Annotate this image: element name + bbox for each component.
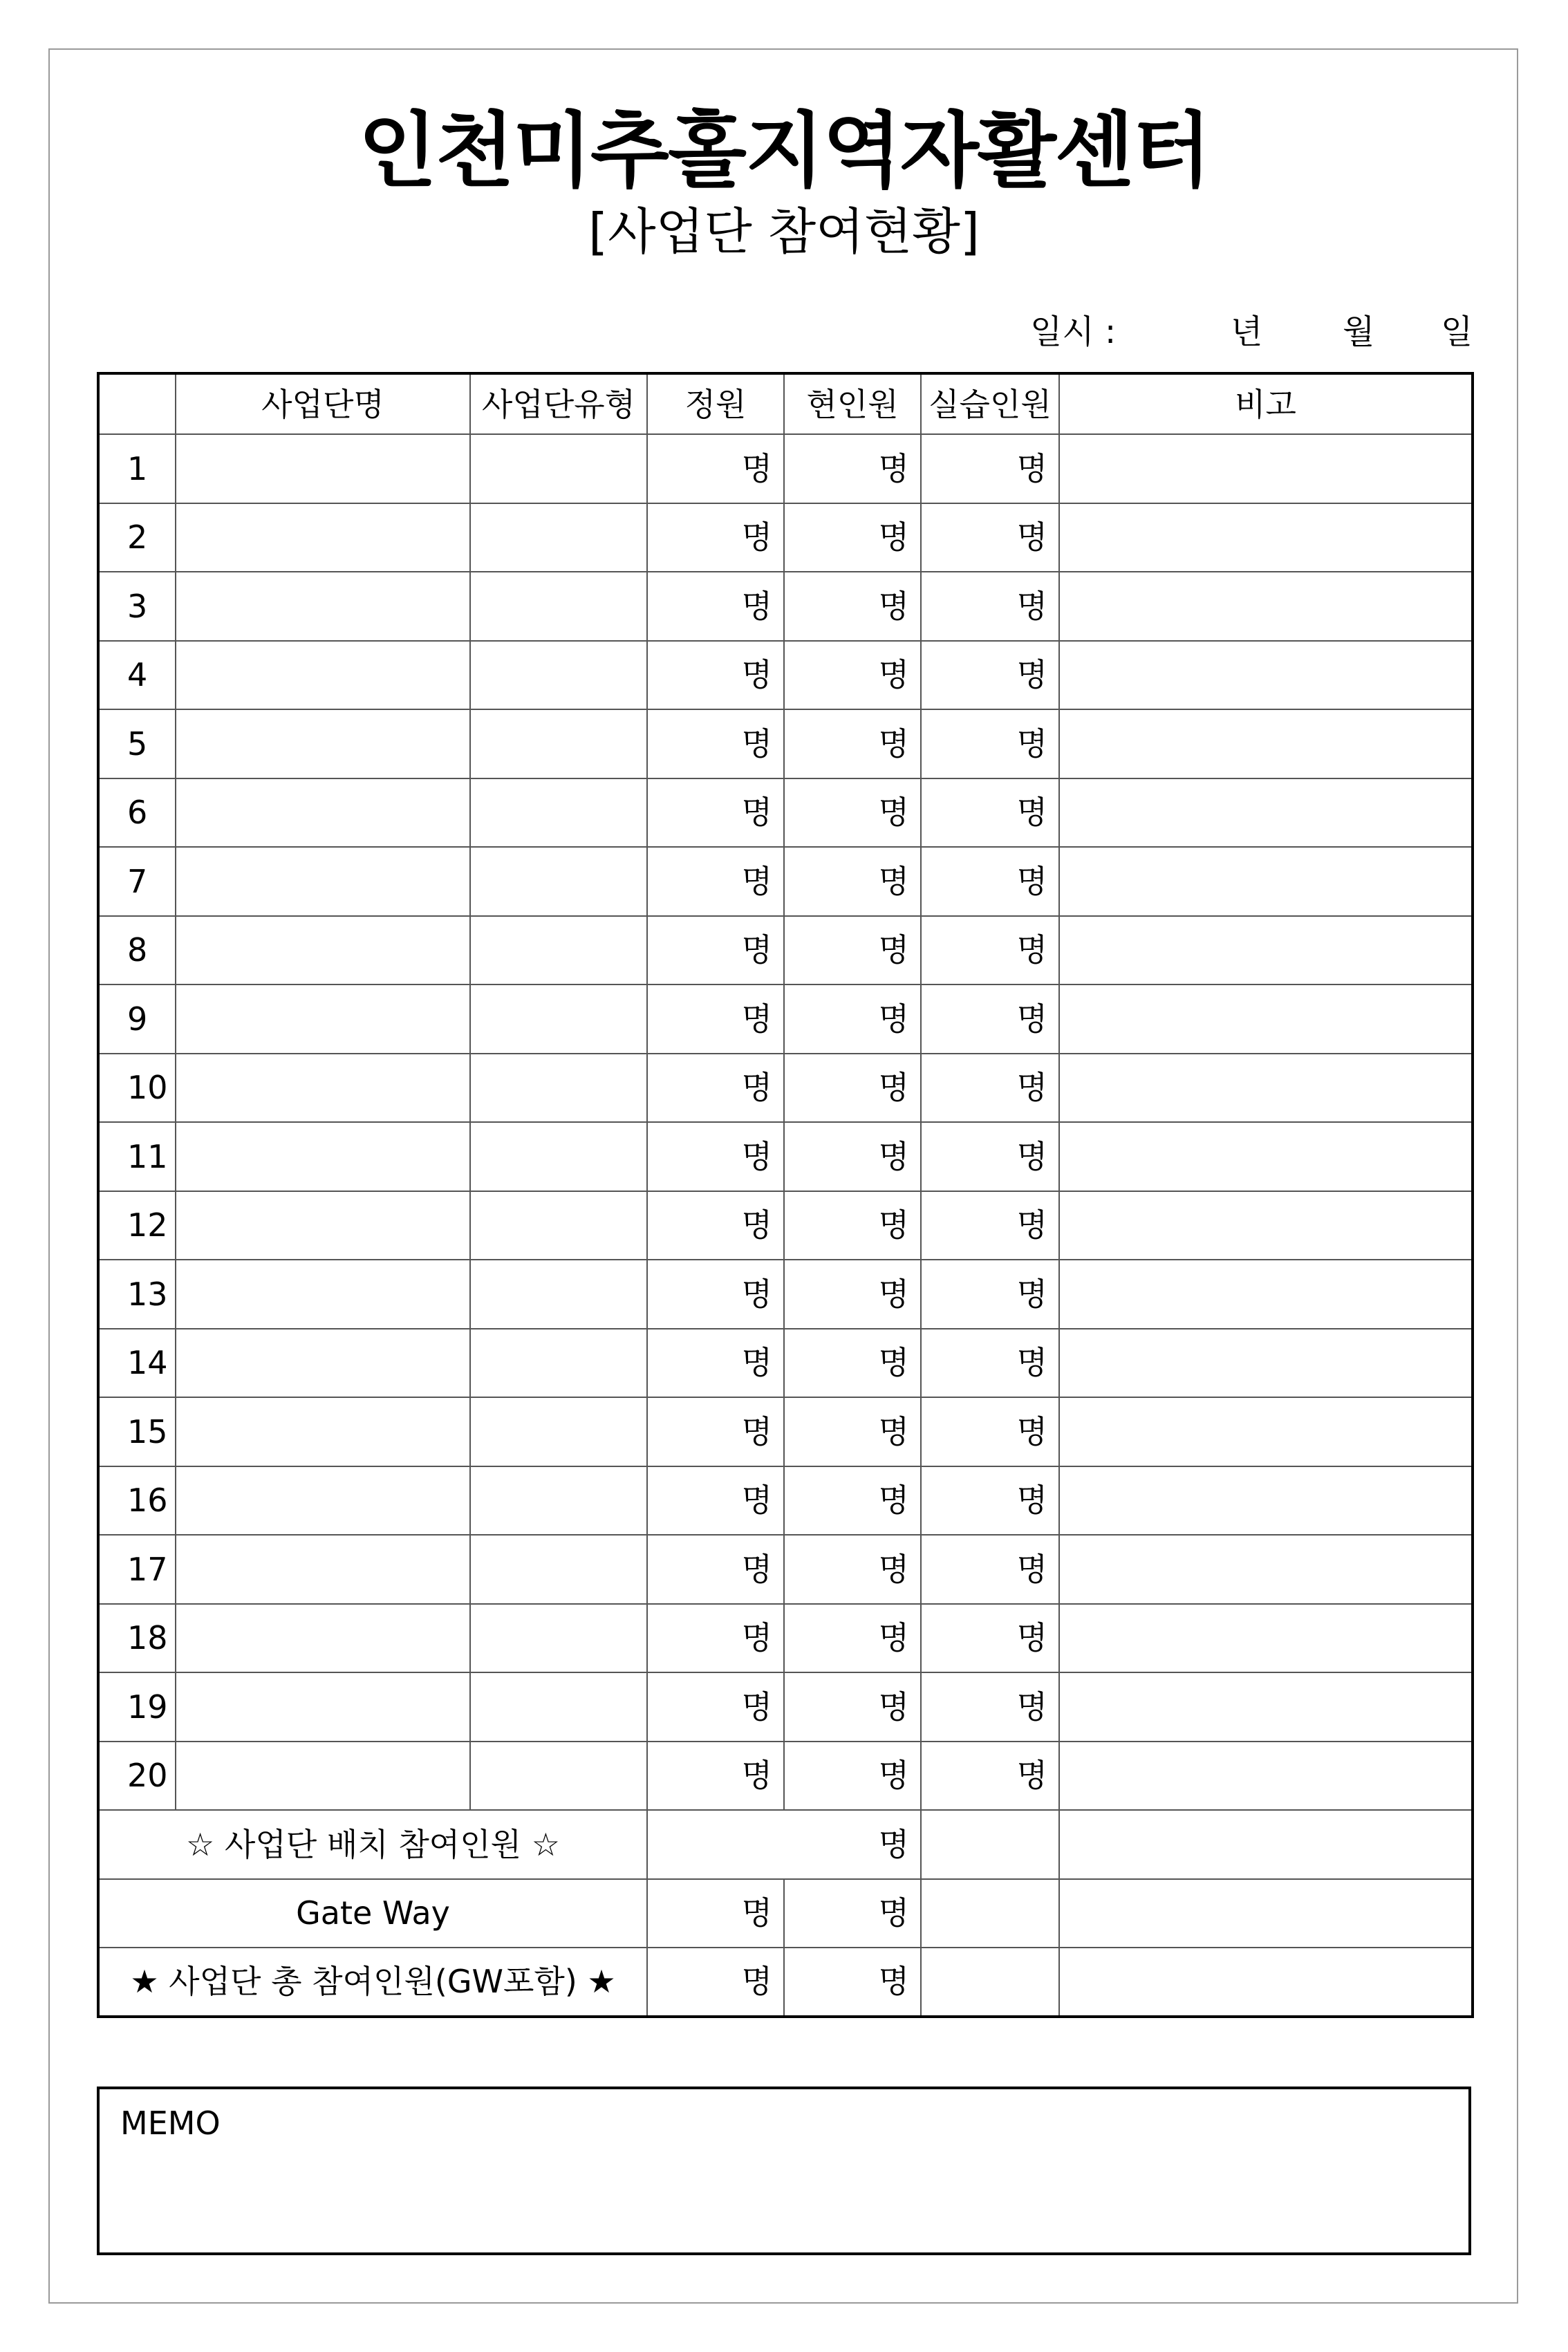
business-type-cell[interactable] <box>470 434 647 503</box>
capacity-cell[interactable]: 명 <box>647 1122 784 1191</box>
capacity-cell[interactable]: 명 <box>647 1191 784 1260</box>
business-name-cell[interactable] <box>176 1397 470 1466</box>
table-row <box>98 847 1473 916</box>
table-row <box>98 572 1473 641</box>
row-number: 10 <box>98 1054 176 1123</box>
table-row <box>98 984 1473 1054</box>
table-row <box>98 778 1473 848</box>
remarks-cell[interactable] <box>1059 916 1473 985</box>
business-name-cell[interactable] <box>176 1535 470 1604</box>
gateway-extra-cell[interactable] <box>921 1879 1059 1948</box>
header-cell-remarks: 비고 <box>1059 373 1473 434</box>
business-name-cell[interactable] <box>176 916 470 985</box>
gateway-label: Gate Way <box>98 1879 647 1948</box>
grand-total-remarks-cell[interactable] <box>1059 1948 1473 2017</box>
trainee-count-cell[interactable]: 명 <box>921 1397 1059 1466</box>
row-number: 2 <box>98 503 176 572</box>
page-subtitle: [사업단 참여현황] <box>588 203 980 261</box>
capacity-cell[interactable]: 명 <box>647 572 784 641</box>
business-type-cell[interactable] <box>470 572 647 641</box>
row-number: 12 <box>98 1191 176 1260</box>
business-name-cell[interactable] <box>176 1466 470 1536</box>
business-name-cell[interactable] <box>176 1122 470 1191</box>
capacity-cell[interactable]: 명 <box>647 1604 784 1673</box>
capacity-cell[interactable]: 명 <box>647 641 784 710</box>
remarks-cell[interactable] <box>1059 641 1473 710</box>
current-count-cell[interactable]: 명 <box>784 641 921 710</box>
trainee-count-cell[interactable]: 명 <box>921 572 1059 641</box>
table-row <box>98 1397 1473 1466</box>
row-number: 4 <box>98 641 176 710</box>
placement-total-row <box>98 1810 1473 1879</box>
table-row <box>98 1260 1473 1329</box>
current-count-cell[interactable]: 명 <box>784 1260 921 1329</box>
current-count-cell[interactable]: 명 <box>784 1604 921 1673</box>
row-number: 5 <box>98 709 176 778</box>
table-row <box>98 709 1473 778</box>
table-row <box>98 1329 1473 1398</box>
row-number: 16 <box>98 1466 176 1536</box>
header-cell-name: 사업단명 <box>176 373 470 434</box>
business-type-cell[interactable] <box>470 709 647 778</box>
current-count-cell[interactable]: 명 <box>784 1672 921 1742</box>
remarks-cell[interactable] <box>1059 1466 1473 1536</box>
gateway-row <box>98 1879 1473 1948</box>
business-name-cell[interactable] <box>176 503 470 572</box>
trainee-count-cell[interactable]: 명 <box>921 641 1059 710</box>
memo-label: MEMO <box>120 2104 221 2142</box>
remarks-cell[interactable] <box>1059 1742 1473 1811</box>
business-type-cell[interactable] <box>470 1329 647 1398</box>
business-name-cell[interactable] <box>176 434 470 503</box>
business-type-cell[interactable] <box>470 1604 647 1673</box>
business-type-cell[interactable] <box>470 1535 647 1604</box>
remarks-cell[interactable] <box>1059 847 1473 916</box>
placement-remarks-cell[interactable] <box>1059 1810 1473 1879</box>
table-row <box>98 434 1473 503</box>
business-type-cell[interactable] <box>470 1397 647 1466</box>
business-name-cell[interactable] <box>176 572 470 641</box>
table-row <box>98 1535 1473 1604</box>
current-count-cell[interactable]: 명 <box>784 709 921 778</box>
current-count-cell[interactable]: 명 <box>784 916 921 985</box>
remarks-cell[interactable] <box>1059 1672 1473 1742</box>
business-name-cell[interactable] <box>176 1054 470 1123</box>
row-number: 1 <box>98 434 176 503</box>
business-name-cell[interactable] <box>176 1742 470 1811</box>
capacity-cell[interactable]: 명 <box>647 1329 784 1398</box>
business-type-cell[interactable] <box>470 1466 647 1536</box>
current-count-cell[interactable]: 명 <box>784 1397 921 1466</box>
capacity-cell[interactable]: 명 <box>647 1535 784 1604</box>
gateway-current-cell[interactable]: 명 <box>784 1879 921 1948</box>
row-number: 11 <box>98 1122 176 1191</box>
business-name-cell[interactable] <box>176 1672 470 1742</box>
placement-total-label: ☆ 사업단 배치 참여인원 ☆ <box>98 1810 647 1879</box>
date-line <box>1030 304 1473 360</box>
trainee-count-cell[interactable]: 명 <box>921 1742 1059 1811</box>
remarks-cell[interactable] <box>1059 778 1473 848</box>
trainee-count-cell[interactable]: 명 <box>921 434 1059 503</box>
business-name-cell[interactable] <box>176 984 470 1054</box>
year-label: 년 <box>1231 312 1263 351</box>
business-name-cell[interactable] <box>176 778 470 848</box>
grand-total-current-cell[interactable]: 명 <box>784 1948 921 2017</box>
trainee-count-cell[interactable]: 명 <box>921 984 1059 1054</box>
current-count-cell[interactable]: 명 <box>784 1191 921 1260</box>
row-number: 20 <box>98 1742 176 1811</box>
business-name-cell[interactable] <box>176 1329 470 1398</box>
grand-total-extra-cell[interactable] <box>921 1948 1059 2017</box>
business-type-cell[interactable] <box>470 1054 647 1123</box>
grand-total-label: ★ 사업단 총 참여인원(GW포함) ★ <box>98 1948 647 2017</box>
table-row <box>98 1122 1473 1191</box>
business-type-cell[interactable] <box>470 1191 647 1260</box>
table-row <box>98 1672 1473 1742</box>
day-label: 일 <box>1441 312 1473 351</box>
current-count-cell[interactable]: 명 <box>784 1054 921 1123</box>
date-label: 일시 : <box>1030 312 1117 351</box>
current-count-cell[interactable]: 명 <box>784 1742 921 1811</box>
trainee-count-cell[interactable]: 명 <box>921 1191 1059 1260</box>
capacity-cell[interactable]: 명 <box>647 847 784 916</box>
capacity-cell[interactable]: 명 <box>647 1054 784 1123</box>
capacity-cell[interactable]: 명 <box>647 1260 784 1329</box>
table-row <box>98 916 1473 985</box>
header-cell-current: 현인원 <box>784 373 921 434</box>
current-count-cell[interactable]: 명 <box>784 1122 921 1191</box>
trainee-count-cell[interactable]: 명 <box>921 916 1059 985</box>
grand-total-capacity-cell[interactable]: 명 <box>647 1948 784 2017</box>
row-number: 19 <box>98 1672 176 1742</box>
trainee-count-cell[interactable]: 명 <box>921 1122 1059 1191</box>
table-row <box>98 1466 1473 1536</box>
participation-table <box>97 372 1474 2018</box>
capacity-cell[interactable]: 명 <box>647 503 784 572</box>
current-count-cell[interactable]: 명 <box>784 572 921 641</box>
trainee-count-cell[interactable]: 명 <box>921 778 1059 848</box>
business-name-cell[interactable] <box>176 847 470 916</box>
business-name-cell[interactable] <box>176 641 470 710</box>
remarks-cell[interactable] <box>1059 1054 1473 1123</box>
remarks-cell[interactable] <box>1059 503 1473 572</box>
capacity-cell[interactable]: 명 <box>647 984 784 1054</box>
grand-total-row <box>98 1948 1473 2017</box>
business-type-cell[interactable] <box>470 1122 647 1191</box>
remarks-cell[interactable] <box>1059 572 1473 641</box>
placement-total-cell[interactable]: 명 <box>647 1810 921 1879</box>
placement-extra-cell[interactable] <box>921 1810 1059 1879</box>
business-type-cell[interactable] <box>470 778 647 848</box>
capacity-cell[interactable]: 명 <box>647 434 784 503</box>
current-count-cell[interactable]: 명 <box>784 1535 921 1604</box>
table-row <box>98 641 1473 710</box>
business-type-cell[interactable] <box>470 847 647 916</box>
table-row <box>98 503 1473 572</box>
row-number: 9 <box>98 984 176 1054</box>
row-number: 7 <box>98 847 176 916</box>
header-cell-capacity: 정원 <box>647 373 784 434</box>
trainee-count-cell[interactable]: 명 <box>921 1535 1059 1604</box>
business-type-cell[interactable] <box>470 503 647 572</box>
business-name-cell[interactable] <box>176 1260 470 1329</box>
header-cell-index <box>98 373 176 434</box>
capacity-cell[interactable]: 명 <box>647 1466 784 1536</box>
remarks-cell[interactable] <box>1059 1604 1473 1673</box>
current-count-cell[interactable]: 명 <box>784 778 921 848</box>
table-row <box>98 1604 1473 1673</box>
business-name-cell[interactable] <box>176 1191 470 1260</box>
row-number: 6 <box>98 778 176 848</box>
capacity-cell[interactable]: 명 <box>647 778 784 848</box>
table-row <box>98 1191 1473 1260</box>
remarks-cell[interactable] <box>1059 1122 1473 1191</box>
business-type-cell[interactable] <box>470 1742 647 1811</box>
current-count-cell[interactable]: 명 <box>784 847 921 916</box>
trainee-count-cell[interactable]: 명 <box>921 503 1059 572</box>
business-type-cell[interactable] <box>470 1672 647 1742</box>
remarks-cell[interactable] <box>1059 709 1473 778</box>
header-cell-trainees: 실습인원 <box>921 373 1059 434</box>
trainee-count-cell[interactable]: 명 <box>921 1466 1059 1536</box>
row-number: 14 <box>98 1329 176 1398</box>
remarks-cell[interactable] <box>1059 1191 1473 1260</box>
capacity-cell[interactable]: 명 <box>647 1672 784 1742</box>
remarks-cell[interactable] <box>1059 1329 1473 1398</box>
current-count-cell[interactable]: 명 <box>784 1466 921 1536</box>
gateway-capacity-cell[interactable]: 명 <box>647 1879 784 1948</box>
row-number: 15 <box>98 1397 176 1466</box>
business-type-cell[interactable] <box>470 916 647 985</box>
current-count-cell[interactable]: 명 <box>784 434 921 503</box>
trainee-count-cell[interactable]: 명 <box>921 1672 1059 1742</box>
table-row <box>98 1054 1473 1123</box>
memo-box[interactable] <box>97 2087 1471 2255</box>
business-type-cell[interactable] <box>470 1260 647 1329</box>
table-header-row <box>98 373 1473 434</box>
row-number: 13 <box>98 1260 176 1329</box>
trainee-count-cell[interactable]: 명 <box>921 1329 1059 1398</box>
page-title: 인천미추홀지역자활센터 <box>358 103 1210 198</box>
row-number: 18 <box>98 1604 176 1673</box>
business-type-cell[interactable] <box>470 641 647 710</box>
current-count-cell[interactable]: 명 <box>784 984 921 1054</box>
month-label: 월 <box>1343 312 1375 351</box>
row-number: 8 <box>98 916 176 985</box>
trainee-count-cell[interactable]: 명 <box>921 1604 1059 1673</box>
row-number: 17 <box>98 1535 176 1604</box>
capacity-cell[interactable]: 명 <box>647 916 784 985</box>
capacity-cell[interactable]: 명 <box>647 709 784 778</box>
remarks-cell[interactable] <box>1059 1260 1473 1329</box>
gateway-remarks-cell[interactable] <box>1059 1879 1473 1948</box>
capacity-cell[interactable]: 명 <box>647 1397 784 1466</box>
business-name-cell[interactable] <box>176 1604 470 1673</box>
trainee-count-cell[interactable]: 명 <box>921 847 1059 916</box>
current-count-cell[interactable]: 명 <box>784 503 921 572</box>
remarks-cell[interactable] <box>1059 1397 1473 1466</box>
current-count-cell[interactable]: 명 <box>784 1329 921 1398</box>
trainee-count-cell[interactable]: 명 <box>921 709 1059 778</box>
remarks-cell[interactable] <box>1059 434 1473 503</box>
remarks-cell[interactable] <box>1059 984 1473 1054</box>
header-cell-type: 사업단유형 <box>470 373 647 434</box>
trainee-count-cell[interactable]: 명 <box>921 1260 1059 1329</box>
table-row <box>98 1742 1473 1811</box>
business-name-cell[interactable] <box>176 709 470 778</box>
trainee-count-cell[interactable]: 명 <box>921 1054 1059 1123</box>
row-number: 3 <box>98 572 176 641</box>
business-type-cell[interactable] <box>470 984 647 1054</box>
capacity-cell[interactable]: 명 <box>647 1742 784 1811</box>
remarks-cell[interactable] <box>1059 1535 1473 1604</box>
